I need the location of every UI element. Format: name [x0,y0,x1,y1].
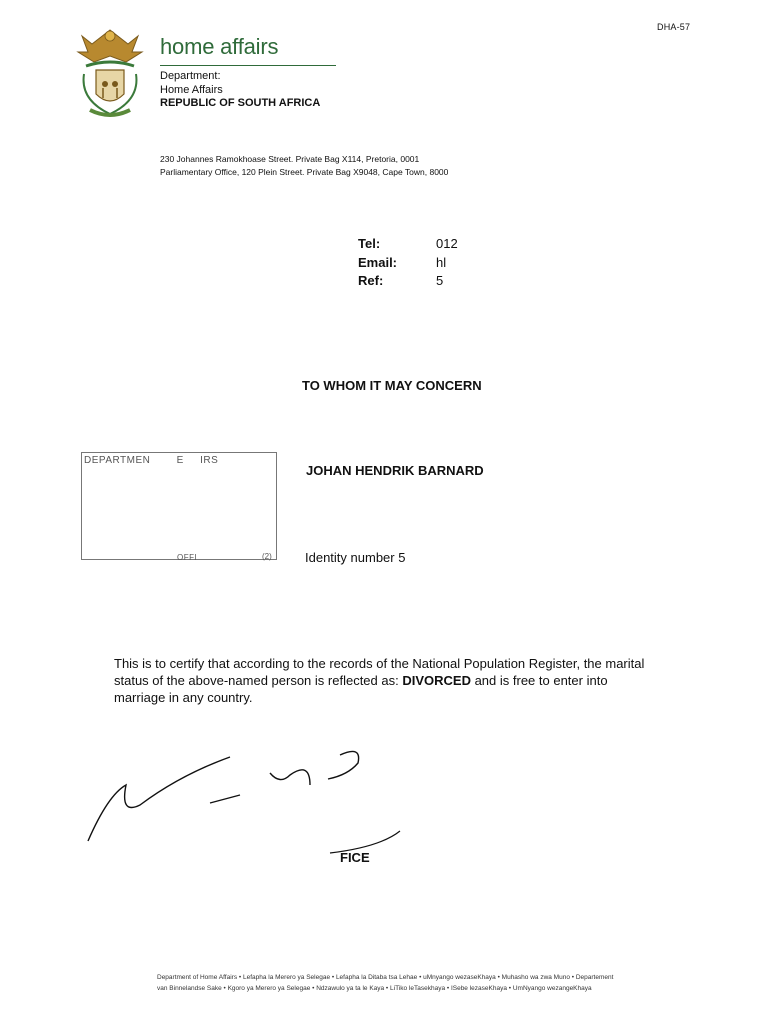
department-label: Department: [160,70,221,82]
footer-line-2: van Binnelandse Sake • Kgoro ya Merero ya Selegae • Ndzawulo ya ta le Kaya • LiTiko leTasekhaya • ISebe lezaseKhaya • UmNyango wezangeKhaya [157,985,592,992]
person-name: JOHAN HENDRIK BARNARD [306,463,484,478]
identity-number-line [305,550,405,565]
footer-line-1: Department of Home Affairs • Lefapha la Merero ya Selegae • Lefapha la Ditaba tsa Lehae • uMnyango wezaseKhaya • Muhasho wa zwa Muno • Departement [157,974,614,981]
identity-number-value: 5 [398,550,406,565]
signatory-office: FICE [340,850,370,865]
marital-status: DIVORCED [402,673,471,688]
address-line-1: 230 Johannes Ramokhoase Street. Private Bag X114, Pretoria, 0001 [160,154,420,164]
email-value: hl [436,255,447,270]
certify-text-before: This is to certify that according to the records of the National Population Register, the marital status of the above-named person is reflected as: [114,656,645,688]
form-code: DHA-57 [657,22,691,32]
letter-heading: TO WHOM IT MAY CONCERN [302,378,482,393]
department-name: Home Affairs [160,84,223,96]
tel-value: 012 [436,236,458,251]
stamp-top-text: DEPARTMEN E IRS [84,455,219,466]
stamp-number: (2) [262,552,272,561]
certification-paragraph [114,655,654,706]
brand-divider [160,65,336,66]
ref-value: 5 [436,273,444,288]
ref-label: Ref: [358,273,384,288]
email-label: Email: [358,255,398,270]
tel-label: Tel: [358,236,381,251]
official-stamp [81,452,277,560]
coat-of-arms-logo [72,22,148,122]
address-line-2: Parliamentary Office, 120 Plein Street. Private Bag X9048, Cape Town, 8000 [160,167,449,177]
certify-text-after: and is free to enter into marriage in any country. [114,673,608,705]
stamp-bottom-text: OFFI [177,553,198,562]
brand-title: home affairs [160,34,279,59]
signature [80,745,420,855]
country-name: REPUBLIC OF SOUTH AFRICA [160,97,321,109]
identity-number-label: Identity number [305,550,395,565]
